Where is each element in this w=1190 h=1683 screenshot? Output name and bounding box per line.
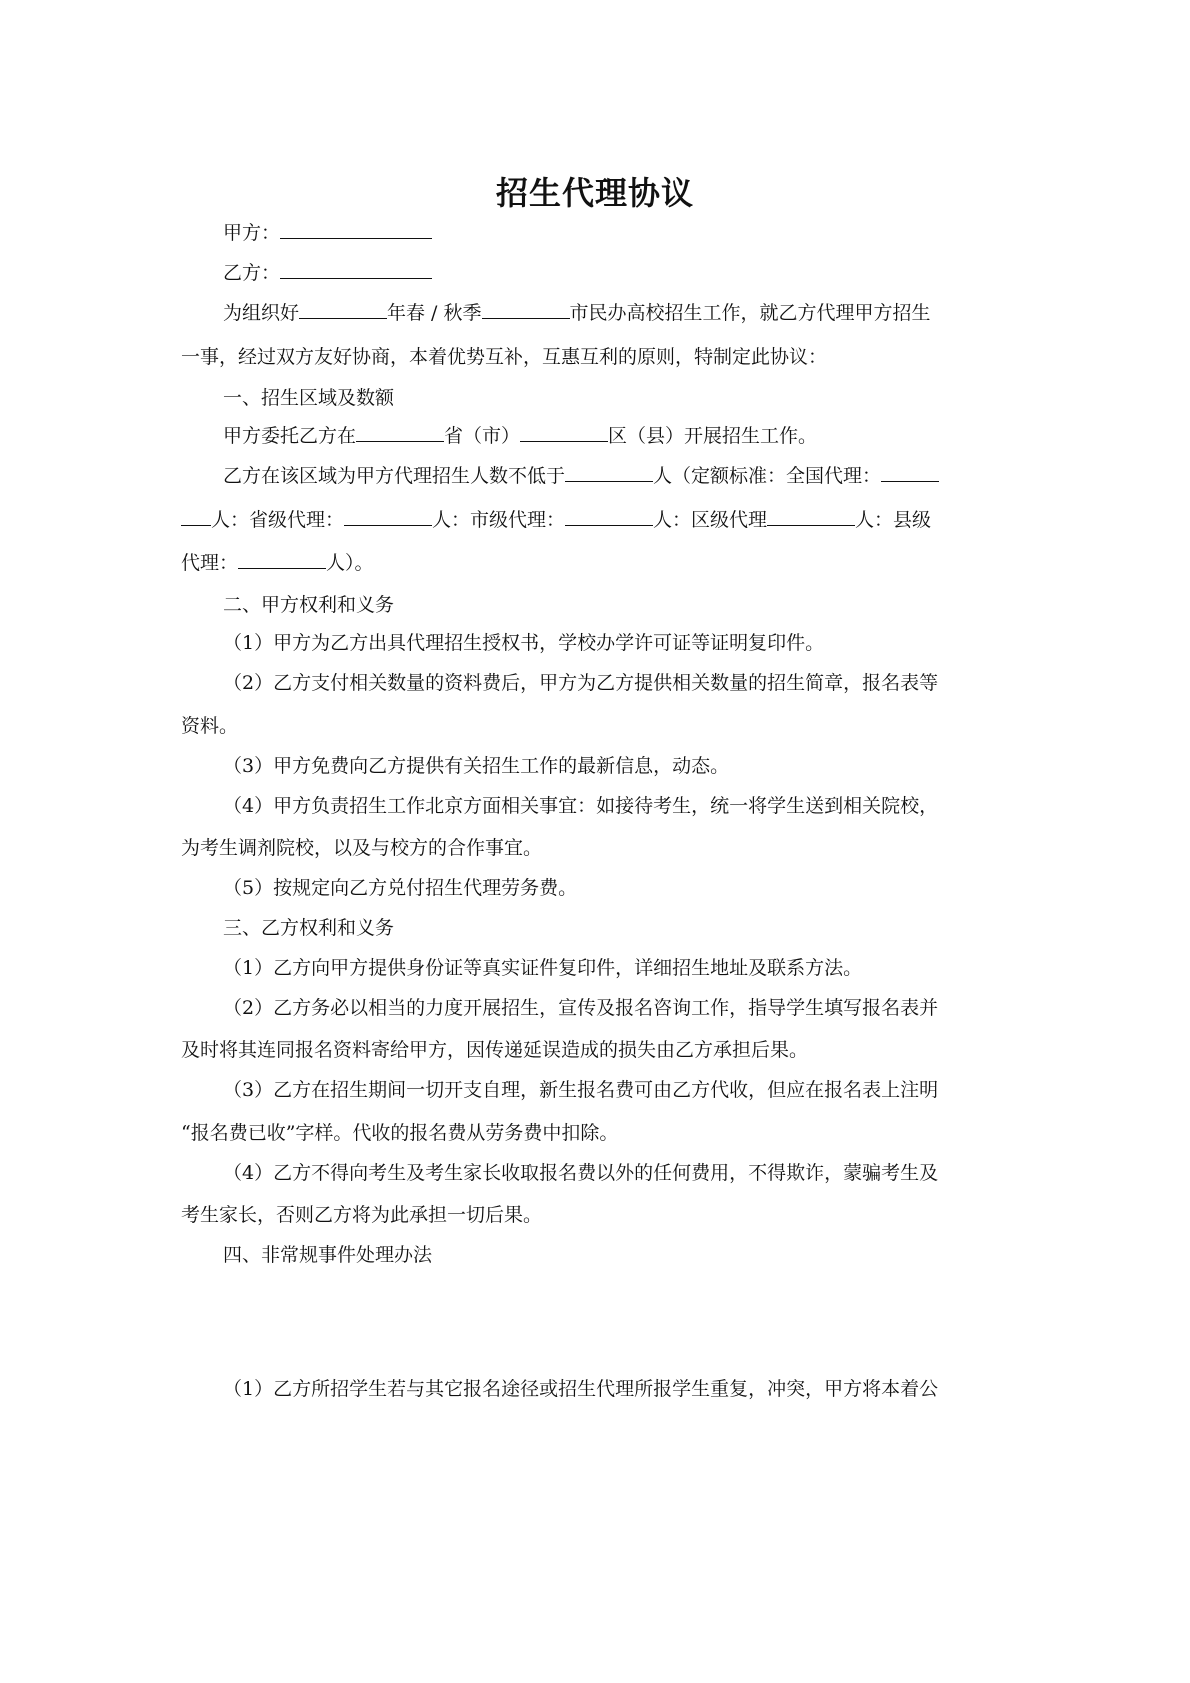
provincial-quota-blank[interactable] <box>344 507 432 526</box>
party-a-line <box>223 220 1023 246</box>
district-blank[interactable] <box>520 423 608 442</box>
party-a-label: 甲方： <box>223 222 281 244</box>
s3-item-3-cont: “报名费已收”字样。代收的报名费从劳务费中扣除。 <box>181 1122 619 1144</box>
intro-line-2: 一事，经过双方友好协商，本着优势互补，互惠互利的原则，特制定此协议： <box>181 346 828 368</box>
s3-item-4: （4）乙方不得向考生及考生家长收取报名费以外的任何费用，不得欺诈，蒙骗考生及 <box>223 1162 939 1184</box>
party-a-blank[interactable] <box>280 220 432 239</box>
national-quota-blank-cont[interactable] <box>181 507 211 526</box>
s3-item-2: （2）乙方务必以相当的力度开展招生，宣传及报名咨询工作，指导学生填写报名表并 <box>223 997 939 1019</box>
party-b-label: 乙方： <box>223 262 281 284</box>
s1-text: 甲方委托乙方在 <box>223 425 357 447</box>
s1-text: 乙方在该区域为甲方代理招生人数不低于 <box>223 465 566 487</box>
s2-item-5: （5）按规定向乙方兑付招生代理劳务费。 <box>223 877 578 899</box>
year-blank[interactable] <box>299 300 387 319</box>
s2-item-4: （4）甲方负责招生工作北京方面相关事宜：如接待考生，统一将学生送到相关院校， <box>223 795 939 817</box>
s1-text: 人：区级代理 <box>653 509 768 531</box>
min-quota-blank[interactable] <box>565 463 653 482</box>
s1-text: 人）。 <box>326 552 374 574</box>
province-blank[interactable] <box>356 423 444 442</box>
city-quota-blank[interactable] <box>565 507 653 526</box>
s1-text: 人：省级代理： <box>211 509 345 531</box>
section-2-heading: 二、甲方权利和义务 <box>223 594 395 616</box>
section-3-heading: 三、乙方权利和义务 <box>223 917 395 939</box>
district-quota-blank[interactable] <box>767 507 855 526</box>
s1-text: 人：县级 <box>855 509 932 531</box>
document-title: 招生代理协议 <box>495 174 694 212</box>
s1-paragraph-3 <box>181 507 1021 533</box>
national-quota-blank[interactable] <box>881 463 939 482</box>
s1-text: 区（县）开展招生工作。 <box>608 425 818 447</box>
intro-text: 为组织好 <box>223 302 300 324</box>
s3-item-4-cont: 考生家长，否则乙方将为此承担一切后果。 <box>181 1204 543 1226</box>
s4-item-1: （1）乙方所招学生若与其它报名途径或招生代理所报学生重复，冲突，甲方将本着公 <box>223 1378 939 1400</box>
county-quota-blank[interactable] <box>238 550 326 569</box>
party-b-line <box>223 260 1023 286</box>
intro-text: 年春 / 秋季 <box>387 302 482 324</box>
s2-item-3: （3）甲方免费向乙方提供有关招生工作的最新信息，动态。 <box>223 755 730 777</box>
city-blank[interactable] <box>482 300 570 319</box>
s2-item-2: （2）乙方支付相关数量的资料费后，甲方为乙方提供相关数量的招生简章，报名表等 <box>223 672 939 694</box>
s2-item-1: （1）甲方为乙方出具代理招生授权书，学校办学许可证等证明复印件。 <box>223 632 825 654</box>
s1-paragraph-4 <box>181 550 1021 576</box>
s1-text: 代理： <box>181 552 239 574</box>
section-4-heading: 四、非常规事件处理办法 <box>223 1244 433 1266</box>
intro-line-1 <box>223 300 1023 326</box>
party-b-blank[interactable] <box>280 260 432 279</box>
s2-item-4-cont: 为考生调剂院校，以及与校方的合作事宜。 <box>181 837 543 859</box>
intro-text: 市民办高校招生工作，就乙方代理甲方招生 <box>569 302 931 324</box>
s1-text: 人（定额标准：全国代理： <box>653 465 882 487</box>
s2-item-2-cont: 资料。 <box>181 715 239 737</box>
s3-item-1: （1）乙方向甲方提供身份证等真实证件复印件，详细招生地址及联系方法。 <box>223 957 863 979</box>
s3-item-2-cont: 及时将其连同报名资料寄给甲方，因传递延误造成的损失由乙方承担后果。 <box>181 1039 809 1061</box>
section-1-heading: 一、招生区域及数额 <box>223 387 395 409</box>
s3-item-3: （3）乙方在招生期间一切开支自理，新生报名费可由乙方代收，但应在报名表上注明 <box>223 1079 939 1101</box>
s1-paragraph-2 <box>223 463 1023 489</box>
s1-text: 省（市） <box>444 425 521 447</box>
s1-text: 人：市级代理： <box>432 509 566 531</box>
s1-paragraph-1 <box>223 423 1023 449</box>
